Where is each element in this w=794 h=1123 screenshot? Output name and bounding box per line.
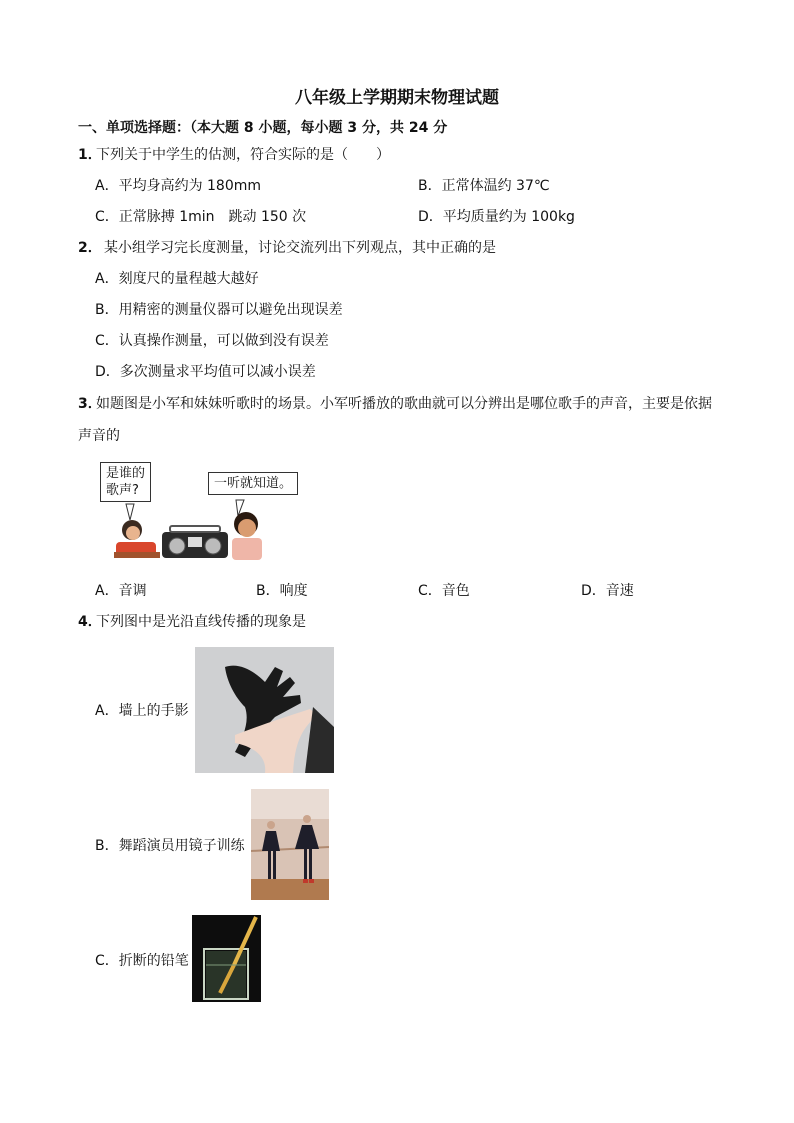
question-number: 2．: [78, 240, 102, 256]
question-stem: 下列图中是光沿直线传播的现象是: [96, 614, 306, 630]
girl-figure: [114, 520, 160, 558]
option-d: D．多次测量求平均值可以减小误差: [95, 364, 316, 380]
option-b: B．用精密的测量仪器可以避免出现误差: [95, 302, 343, 318]
option-c: C．折断的铅笔: [95, 953, 189, 969]
listening-scene-illustration: [98, 460, 308, 562]
option-b: B．正常体温约 37℃: [418, 178, 550, 194]
option-c: C．音色: [418, 583, 470, 599]
option-a: A．墙上的手影: [95, 703, 189, 719]
question-number: 4．: [78, 614, 102, 630]
page-title: 八年级上学期期末物理试题: [295, 88, 499, 108]
option-b: B．舞蹈演员用镜子训练: [95, 838, 245, 854]
speech-bubble-right: 一听就知道。: [208, 472, 298, 495]
dancer-mirror-photo: [251, 789, 329, 900]
question-stem-continued: 声音的: [78, 428, 120, 444]
option-b: B．响度: [256, 583, 308, 599]
option-a: A．音调: [95, 583, 147, 599]
option-d: D．音速: [581, 583, 634, 599]
speech-bubble-left: 是谁的 歌声?: [100, 462, 151, 502]
question-number: 1．: [78, 147, 102, 163]
radio-figure: [162, 526, 228, 558]
question-stem: 下列关于中学生的估测，符合实际的是（ ）: [96, 147, 390, 163]
question-stem: 某小组学习完长度测量，讨论交流列出下列观点，其中正确的是: [104, 240, 496, 256]
option-d: D．平均质量约为 100kg: [418, 209, 575, 225]
option-c: C．正常脉搏 1min 跳动 150 次: [95, 209, 307, 225]
option-c: C．认真操作测量，可以做到没有误差: [95, 333, 329, 349]
question-stem: 如题图是小军和妹妹听歌时的场景。小军听播放的歌曲就可以分辨出是哪位歌手的声音，主要是依据: [96, 396, 712, 412]
question-number: 3．: [78, 396, 102, 412]
boy-figure: [232, 512, 262, 560]
section-heading: 一、单项选择题：（本大题 8 小题，每小题 3 分，共 24 分: [78, 120, 448, 136]
pencil-in-water-photo: [192, 915, 261, 1002]
option-a: A．平均身高约为 180mm: [95, 178, 262, 194]
hand-shadow-photo: [195, 647, 334, 773]
option-a: A．刻度尺的量程越大越好: [95, 271, 259, 287]
